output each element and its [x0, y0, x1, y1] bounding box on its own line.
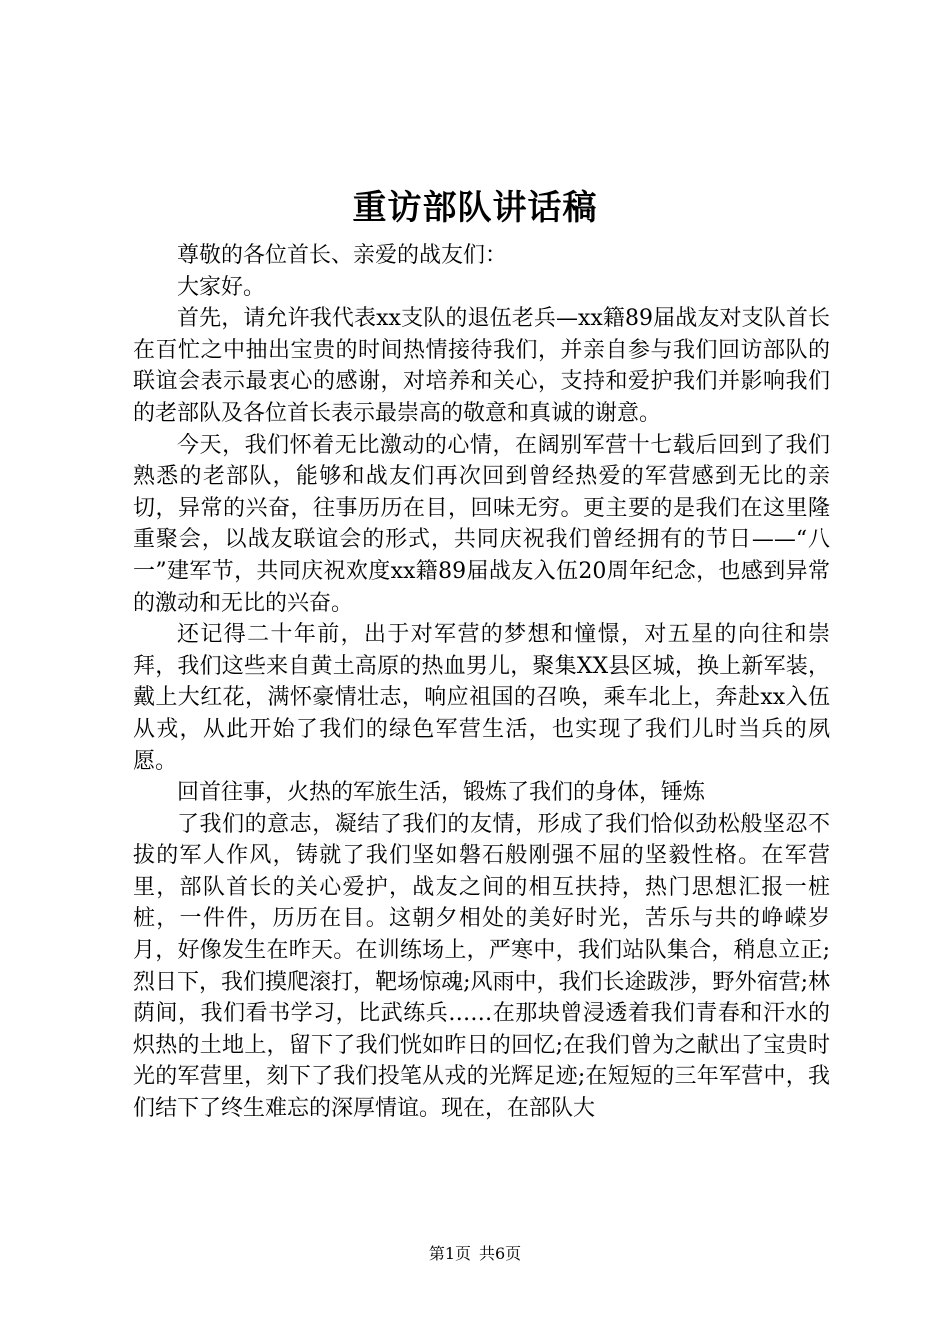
page-total: 共6页: [479, 1244, 522, 1263]
greeting: 大家好。: [177, 274, 266, 300]
paragraph: 今天，我们怀着无比激动的心情，在阔别军营十七载后回到了我们熟悉的老部队，能够和战友们再次回到曾经热爱的军营感到无比的亲切，异常的兴奋，往事历历在目，回味无穷。更主要的是我们在这里隆重聚会，以战友联谊会的形式，共同庆祝我们曾经拥有的节日——“八一”建军节，共同庆祝欢度xx籍89届战友入伍20周年纪念，也感到异常的激动和无比的兴奋。: [133, 432, 830, 616]
page-footer: [0, 1243, 950, 1265]
paragraph: 还记得二十年前，出于对军营的梦想和憧憬，对五星的向往和崇拜，我们这些来自黄土高原的热血男儿，聚集XX县区城，换上新军装，戴上大红花，满怀豪情壮志，响应祖国的召唤，乘车北上，奔赴xx入伍从戎，从此开始了我们的绿色军营生活，也实现了我们儿时当兵的夙愿。: [133, 622, 830, 774]
salutation: 尊敬的各位首长、亲爱的战友们：: [177, 243, 508, 268]
paragraph: 回首往事，火热的军旅生活，锻炼了我们的身体，锤炼: [177, 780, 706, 806]
document-title: 重访部队讲话稿: [352, 188, 598, 228]
paragraph: 首先，请允许我代表xx支队的退伍老兵—xx籍89届战友对支队首长在百忙之中抽出宝贵的时间热情接待我们，并亲自参与我们回访部队的联谊会表示最衷心的感谢，对培养和关心，支持和爱护我们并影响我们的老部队及各位首长表示最崇高的敬意和真诚的谢意。: [133, 306, 830, 426]
page-number: 第1页: [428, 1244, 471, 1263]
paragraph: 了我们的意志，凝结了我们的友情，形成了我们恰似劲松般坚忍不拔的军人作风，铸就了我们坚如磐石般刚强不屈的坚毅性格。在军营里，部队首长的关心爱护，战友之间的相互扶持，热门思想汇报一桩桩，一件件，历历在目。这朝夕相处的美好时光，苦乐与共的峥嵘岁月，好像发生在昨天。在训练场上，严寒中，我们站队集合，稍息立正;烈日下，我们摸爬滚打，靶场惊魂;风雨中，我们长途跋涉，野外宿营;林荫间，我们看书学习，比武练兵……在那块曾浸透着我们青春和汗水的炽热的土地上，留下了我们恍如昨日的回忆;在我们曾为之献出了宝贵时光的军营里，刻下了我们投笔从戎的光辉足迹;在短短的三年军营中，我们结下了终生难忘的深厚情谊。现在，在部队大: [133, 811, 830, 1122]
document-body: [133, 240, 830, 1125]
